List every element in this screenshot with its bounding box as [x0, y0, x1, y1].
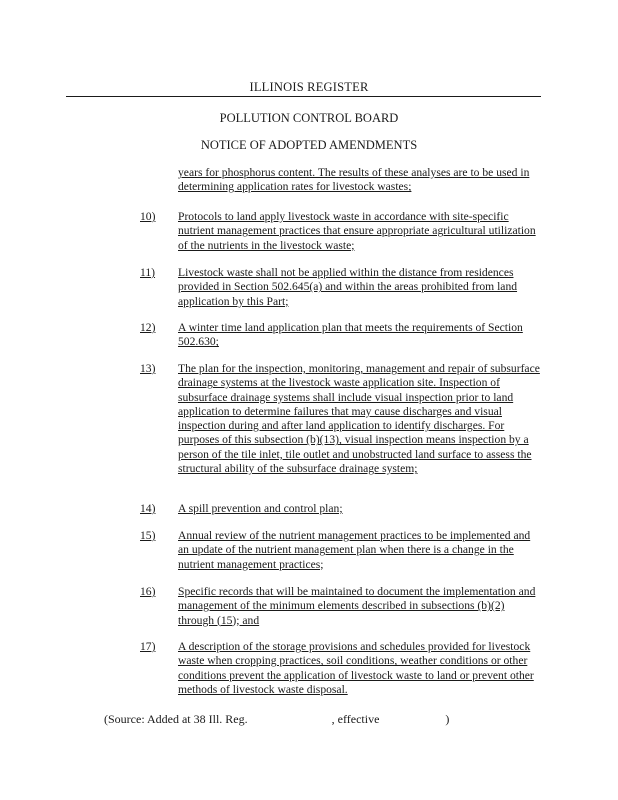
item-text: The plan for the inspection, monitoring, management and repair of subsurface drainage systems at the livestock waste application site. Inspection of subsurface drainage systems shall include visual inspection prior to land application to determine failures that may cause discharges and visual inspection during and after land application to identify discharges. For purposes of this subsection (b)(13), visual inspection means inspection by a person of the tile inlet, tile outlet and unobstructed land surface to assess the structural ability of the subsurface drainage system; [178, 362, 540, 476]
item-text: A winter time land application plan that meets the requirements of Section 502.630; [178, 321, 523, 349]
header-rule [66, 96, 541, 97]
notice-title: NOTICE OF ADOPTED AMENDMENTS [200, 138, 418, 152]
item-number: 15) [140, 529, 156, 542]
source-middle: , effective [331, 712, 380, 726]
item-text: Livestock waste shall not be applied within the distance from residences provided in Section 502.645(a) and within the areas prohibited from land application by this Part; [178, 266, 518, 308]
source-note [104, 712, 449, 727]
item-number: 13) [140, 362, 156, 375]
continuation-paragraph: years for phosphorus content. The results of these analyses are to be used in determining application rates for livestock wastes; [178, 166, 530, 194]
source-prefix: (Source: Added at 38 Ill. Reg. [104, 712, 248, 726]
item-number: 16) [140, 585, 156, 598]
item-number: 17) [140, 640, 156, 653]
item-text: A spill prevention and control plan; [178, 502, 343, 515]
item-text: Protocols to land apply livestock waste in accordance with site-specific nutrient management practices that ensure appropriate agricultural utilization of the nutrients in the livestock waste; [178, 210, 536, 252]
item-number: 10) [140, 210, 156, 223]
source-suffix: ) [445, 712, 450, 726]
item-number: 12) [140, 321, 156, 334]
item-text: Specific records that will be maintained to document the implementation and management of the minimum elements described in subsections (b)(2) through (15); and [178, 585, 536, 627]
item-text: Annual review of the nutrient management practices to be implemented and an update of the nutrient management plan when there is a change in the nutrient management practices; [178, 529, 531, 571]
board-name: POLLUTION CONTROL BOARD [219, 111, 399, 125]
item-number: 14) [140, 502, 156, 515]
item-text: A description of the storage provisions and schedules provided for livestock waste when cropping practices, soil conditions, weather conditions or other conditions prevent the application of livestock waste to land or prevent other methods of livestock waste disposal. [178, 640, 534, 696]
register-title: ILLINOIS REGISTER [249, 80, 369, 94]
item-number: 11) [140, 266, 156, 279]
